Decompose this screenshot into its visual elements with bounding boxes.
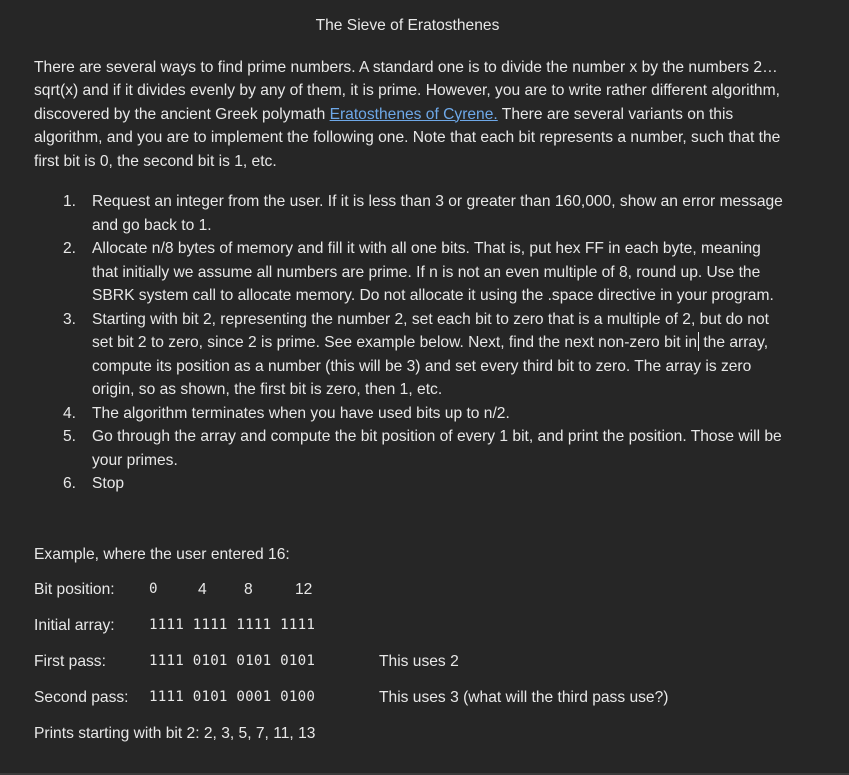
- bit-position-4: 4: [198, 581, 207, 598]
- list-number: 1.: [63, 193, 77, 210]
- intro-text-after-link: There are several variants on this algorithm, and you are to implement the following one. Note that each bit represents a number, such that the first bit is 0, the second bit is 1, etc.: [34, 105, 781, 170]
- algorithm-steps-list: [34, 190, 794, 496]
- bit-position-8: 8: [244, 581, 253, 598]
- list-item: [34, 425, 787, 472]
- initial-array-value: 1111 1111 1111 1111: [149, 617, 316, 633]
- list-item-text: Allocate n/8 bytes of memory and fill it with all one bits. That is, put hex FF in each byte, meaning that initially we assume all numbers are prime. If n is not an even multiple of 8, round up. Use the SBRK system call to allocate memory. Do not allocate it using the .space directive in your program.: [92, 240, 774, 304]
- list-item-text: Request an integer from the user. If it is less than 3 or greater than 160,000, show an error message and go back to 1.: [92, 193, 783, 234]
- first-pass-note: This uses 2: [379, 653, 459, 670]
- list-item: [34, 402, 787, 426]
- list-item: [34, 472, 787, 496]
- bit-position-12: 12: [295, 581, 313, 598]
- list-number: 2.: [63, 240, 77, 257]
- list-number: 5.: [63, 428, 77, 445]
- first-pass-label: First pass:: [34, 653, 106, 670]
- example-heading: Example, where the user entered 16:: [34, 545, 290, 563]
- eratosthenes-link[interactable]: Eratosthenes of Cyrene.: [329, 105, 498, 123]
- bit-position-row: [34, 578, 794, 614]
- list-item-text: the array, compute its position as a number (this will be 3) and set every third bit to zero. The array is zero origin, so as shown, the first bit is zero, then 1, etc.: [92, 334, 769, 398]
- prints-line: Prints starting with bit 2: 2, 3, 5, 7, 11, 13: [34, 725, 316, 742]
- initial-array-row: [34, 614, 794, 650]
- second-pass-value: 1111 0101 0001 0100: [149, 689, 316, 705]
- first-pass-value: 1111 0101 0101 0101: [149, 653, 316, 669]
- page-title: The Sieve of Eratosthenes: [315, 17, 500, 34]
- list-item-text: Go through the array and compute the bit position of every 1 bit, and print the position. Those will be your primes.: [92, 428, 782, 469]
- second-pass-label: Second pass:: [34, 689, 129, 706]
- list-number: 3.: [63, 310, 77, 328]
- intro-paragraph: [34, 56, 786, 174]
- document-page: [34, 14, 794, 746]
- list-item: [34, 308, 787, 402]
- list-number: 4.: [63, 404, 77, 422]
- list-item-text: Starting with bit 2, representing the number 2, set each bit to zero that is a multiple of 2, but do not set bit 2 to zero, since 2 is prime. See example below. Next, find the next non-zero bit in: [92, 310, 769, 351]
- list-item-text: Stop: [92, 475, 125, 492]
- second-pass-row: [34, 686, 794, 722]
- initial-array-label: Initial array:: [34, 617, 115, 634]
- bit-position-label: Bit position:: [34, 581, 115, 598]
- list-item-text: The algorithm terminates when you have used bits up to n/2.: [92, 404, 510, 422]
- list-number: 6.: [63, 475, 77, 492]
- list-item: [34, 190, 787, 237]
- intro-text-before-link: There are several ways to find prime numbers. A standard one is to divide the number x by the numbers 2…sqrt(x) and if it divides evenly by any of them, it is prime. However, you are to write rather different algorithm, discovered by the ancient Greek polymath: [34, 58, 780, 123]
- list-item: [34, 237, 787, 308]
- bit-position-0: 0: [149, 581, 158, 597]
- first-pass-row: [34, 650, 794, 686]
- second-pass-note: This uses 3 (what will the third pass use?): [379, 689, 669, 706]
